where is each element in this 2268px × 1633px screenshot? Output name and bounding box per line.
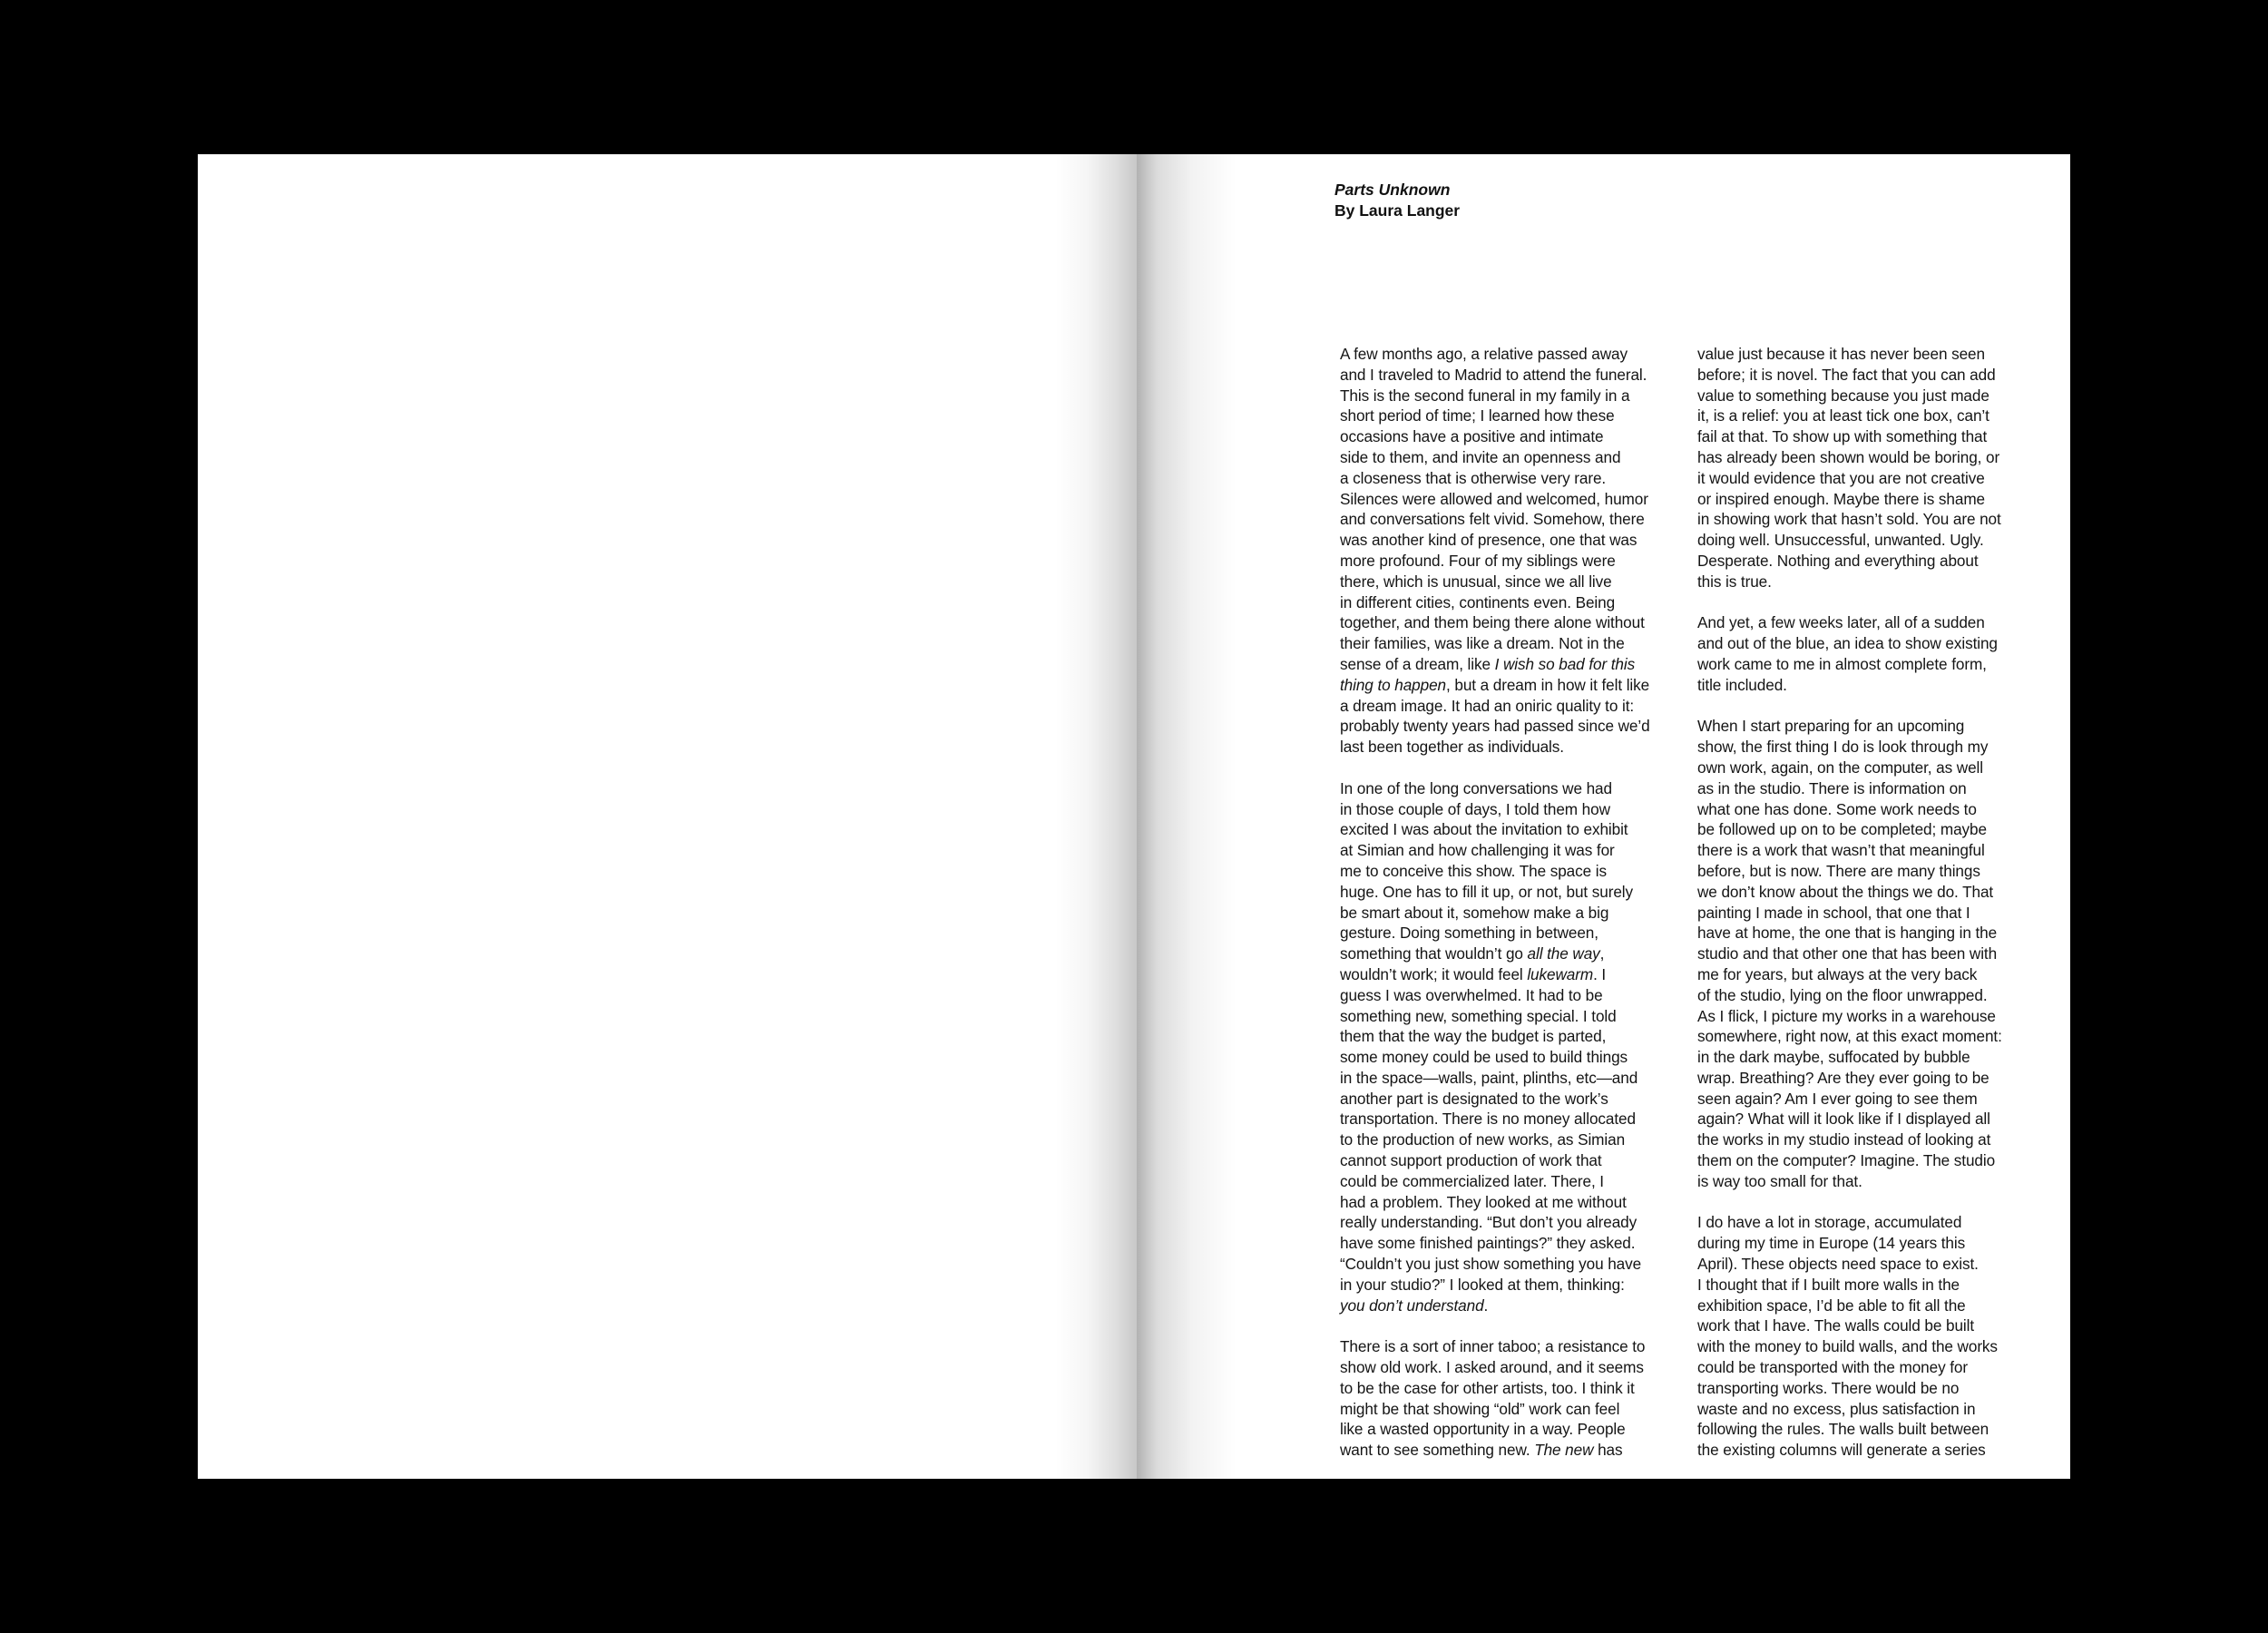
italic-text: lukewarm [1527,964,1594,983]
text-line [1697,447,2060,468]
text-line [1340,572,1703,592]
text-line [1697,572,2060,592]
body-column-right [1697,344,2060,1461]
text-run: to the production of new works, as Simian [1340,1130,1626,1149]
text-run: might be that showing “old” work can feel [1340,1399,1620,1418]
text-line [1697,1109,2060,1129]
text-line [1340,530,1703,551]
text-line [1340,737,1703,758]
text-line [1340,985,1703,1006]
text-run: transporting works. There would be no [1697,1378,1960,1397]
text-run: probably twenty years had passed since we’d [1340,717,1650,736]
text-run: This is the second funeral in my family in a [1340,386,1630,405]
text-line [1697,1212,2060,1233]
text-line [1697,1357,2060,1378]
text-run: huge. One has to fill it up, or not, but surely [1340,882,1634,901]
text-run: studio and that other one that has been with [1697,944,1998,963]
text-line [1697,758,2060,778]
article-title: Parts Unknown [1334,181,1451,199]
text-run: in those couple of days, I told them how [1340,799,1610,818]
text-line [1697,778,2060,799]
text-run: value to something because you just made [1697,386,1989,405]
text-run: it would evidence that you are not creative [1697,468,1985,487]
text-line [1697,1399,2060,1420]
text-line [1697,1233,2060,1254]
text-run: them on the computer? Imagine. The studio [1697,1151,1996,1170]
text-run: Silences were allowed and welcomed, humor [1340,489,1648,508]
text-line [1340,633,1703,654]
italic-text: The new [1534,1441,1594,1460]
text-run: with the money to build walls, and the works [1697,1337,1998,1356]
text-run: like a wasted opportunity in a way. People [1340,1420,1626,1439]
text-run: in different cities, continents even. Being [1340,592,1616,611]
text-run: there is a work that wasn’t that meaningful [1697,841,1985,860]
text-run: had a problem. They looked at me without [1340,1192,1627,1211]
text-run: last been together as individuals. [1340,738,1564,757]
text-line [1340,426,1703,447]
text-line [1340,1171,1703,1192]
text-run: and I traveled to Madrid to attend the funeral. [1340,365,1647,384]
text-run: occasions have a positive and intimate [1340,427,1604,446]
left-page-blank [198,154,1137,1479]
text-run: As I flick, I picture my works in a warehouse [1697,1006,1996,1025]
text-line [1340,923,1703,944]
text-run: the existing columns will generate a series [1697,1441,1986,1460]
text-run: or inspired enough. Maybe there is shame [1697,489,1986,508]
text-line [1340,1006,1703,1027]
text-run: wouldn’t work; it would feel [1340,964,1528,983]
text-line [1340,1089,1703,1110]
text-run: exhibition space, I’d be able to fit all the [1697,1296,1966,1315]
text-run: A few months ago, a relative passed away [1340,345,1628,363]
left-page-gutter-shadow [1055,154,1137,1479]
text-line [1697,1336,2060,1357]
text-line [1697,944,2060,964]
text-run: painting I made in school, that one that I [1697,903,1970,922]
text-run: waste and no excess, plus satisfaction in [1697,1399,1976,1418]
text-line [1697,612,2060,633]
text-run: be followed up on to be completed; maybe [1697,820,1987,839]
text-run: before, but is now. There are many things [1697,861,1980,880]
text-run: another part is designated to the work’s [1340,1089,1608,1108]
text-run: show, the first thing I do is look through my [1697,738,1989,757]
text-run: at Simian and how challenging it was for [1340,841,1615,860]
text-run: short period of time; I learned how these [1340,406,1615,425]
text-run: . [1483,1296,1489,1315]
text-line [1697,985,2060,1006]
text-run: guess I was overwhelmed. It had to be [1340,985,1603,1004]
text-run: , [1599,944,1605,963]
text-line [1697,468,2060,489]
text-line [1340,944,1703,964]
article-byline: By Laura Langer [1334,201,1461,220]
text-run: during my time in Europe (14 years this [1697,1234,1966,1253]
text-run: I do have a lot in storage, accumulated [1697,1213,1962,1232]
text-line [1340,468,1703,489]
text-line [1697,1047,2060,1068]
text-run: transportation. There is no money allocated [1340,1110,1636,1129]
text-run: be smart about it, somehow make a big [1340,903,1609,922]
text-line [1697,1006,2060,1027]
text-run: as in the studio. There is information on [1697,778,1967,797]
text-run: in showing work that hasn’t sold. You are not [1697,510,2001,529]
paragraph-break [1697,592,2060,613]
text-line [1340,406,1703,426]
text-line [1697,1296,2060,1316]
text-run: value just because it has never been seen [1697,345,1985,363]
text-line [1340,1440,1703,1461]
text-run: When I start preparing for an upcoming [1697,717,1965,736]
italic-text: thing to happen [1340,675,1447,694]
text-line [1697,1171,2060,1192]
text-line [1340,819,1703,840]
text-run: and out of the blue, an idea to show existing [1697,634,1998,653]
text-line [1340,1068,1703,1089]
text-run: cannot support production of work that [1340,1151,1602,1170]
text-line [1340,799,1703,820]
text-run: , but a dream in how it felt like [1446,675,1650,694]
text-run: them that the way the budget is parted, [1340,1027,1607,1046]
paragraph-break [1340,758,1703,778]
text-run: title included. [1697,675,1787,694]
paragraph-break [1340,1315,1703,1336]
text-line [1340,1150,1703,1171]
text-run: of the studio, lying on the floor unwrapped. [1697,985,1988,1004]
paragraph-break [1697,696,2060,717]
text-run: There is a sort of inner taboo; a resistance to [1340,1337,1646,1356]
text-run: has already been shown would be boring, or [1697,447,2000,466]
text-line [1697,633,2060,654]
text-run: and conversations felt vivid. Somehow, there [1340,510,1645,529]
text-run: some money could be used to build things [1340,1048,1628,1067]
text-run: And yet, a few weeks later, all of a sudden [1697,613,1985,632]
text-line [1697,882,2060,903]
text-run: side to them, and invite an openness and [1340,447,1621,466]
text-line [1697,799,2060,820]
text-run: a dream image. It had an oniric quality to it: [1340,696,1635,715]
text-line [1697,1129,2060,1150]
text-line [1340,1296,1703,1316]
text-run: a closeness that is otherwise very rare. [1340,468,1607,487]
text-line [1340,365,1703,386]
text-line [1697,1026,2060,1047]
text-line [1697,426,2060,447]
text-line [1340,1233,1703,1254]
text-run: show old work. I asked around, and it seems [1340,1358,1644,1377]
paragraph-break [1697,1192,2060,1213]
text-line [1697,1275,2060,1296]
text-line [1340,1419,1703,1440]
text-run: the works in my studio instead of looking at [1697,1130,1991,1149]
text-line [1697,344,2060,365]
text-line [1340,840,1703,861]
text-run: is way too small for that. [1697,1171,1862,1190]
article-header [1334,180,1460,221]
text-run: could be transported with the money for [1697,1358,1969,1377]
right-page-gutter-shadow [1137,154,1237,1479]
text-line [1340,716,1703,737]
text-line [1697,1150,2060,1171]
text-run: gesture. Doing something in between, [1340,924,1598,943]
text-line [1697,1089,2060,1110]
text-run: I thought that if I built more walls in the [1697,1275,1960,1294]
text-line [1340,344,1703,365]
text-line [1697,386,2060,406]
text-line [1697,365,2060,386]
text-line [1697,1378,2060,1399]
text-run: seen again? Am I ever going to see them [1697,1089,1978,1108]
italic-text: I wish so bad for this [1494,654,1636,673]
text-line [1697,1440,2060,1461]
text-run: April). These objects need space to exist. [1697,1255,1979,1274]
text-run: has [1593,1441,1623,1460]
text-line [1340,1357,1703,1378]
text-run: following the rules. The walls built between [1697,1420,1989,1439]
text-line [1697,509,2060,530]
text-run: have some finished paintings?” they asked. [1340,1234,1636,1253]
text-run: before; it is novel. The fact that you can add [1697,365,1996,384]
text-run: doing well. Unsuccessful, unwanted. Ugly. [1697,531,1984,550]
text-run: together, and them being there alone without [1340,613,1645,632]
text-run: In one of the long conversations we had [1340,778,1612,797]
text-run: want to see something new. [1340,1441,1535,1460]
text-line [1340,964,1703,985]
text-line [1340,903,1703,924]
text-line [1697,716,2060,737]
text-line [1340,882,1703,903]
text-line [1697,819,2060,840]
text-run: work that I have. The walls could be built [1697,1316,1975,1335]
text-run: . I [1593,964,1607,983]
text-run: “Couldn’t you just show something you have [1340,1255,1642,1274]
text-line [1340,1192,1703,1213]
text-line [1340,861,1703,882]
text-run: have at home, the one that is hanging in the [1697,924,1998,943]
text-line [1340,386,1703,406]
italic-text: all the way [1527,944,1600,963]
text-run: it, is a relief: you at least tick one box, can’t [1697,406,1989,425]
text-run: work came to me in almost complete form, [1697,654,1987,673]
text-run: this is true. [1697,572,1772,591]
text-run: in the space—walls, paint, plinths, etc—and [1340,1068,1638,1087]
text-line [1340,1399,1703,1420]
text-line [1340,447,1703,468]
text-line [1340,1047,1703,1068]
body-column-left [1340,344,1703,1461]
text-run: their families, was like a dream. Not in the [1340,634,1625,653]
text-line [1697,964,2060,985]
text-run: something new, something special. I told [1340,1006,1617,1025]
text-run: in your studio?” I looked at them, thinking: [1340,1275,1625,1294]
text-line [1340,612,1703,633]
text-run: more profound. Four of my siblings were [1340,551,1616,570]
text-line [1340,1212,1703,1233]
text-run: something that wouldn’t go [1340,944,1528,963]
text-line [1697,530,2060,551]
text-line [1697,861,2060,882]
text-line [1697,1068,2060,1089]
italic-text: you don’t understand [1340,1296,1484,1315]
text-run: me for years, but always at the very back [1697,964,1978,983]
text-run: Desperate. Nothing and everything about [1697,551,1979,570]
text-line [1697,840,2060,861]
text-line [1340,1336,1703,1357]
text-line [1697,1315,2060,1336]
text-line [1340,654,1703,675]
text-line [1340,675,1703,696]
text-line [1340,551,1703,572]
text-line [1697,903,2060,924]
text-run: in the dark maybe, suffocated by bubble [1697,1048,1970,1067]
text-line [1340,1254,1703,1275]
text-line [1697,675,2060,696]
text-run: fail at that. To show up with something that [1697,427,1988,446]
text-line [1340,1275,1703,1296]
text-line [1697,737,2060,758]
text-line [1340,1026,1703,1047]
text-run: what one has done. Some work needs to [1697,799,1977,818]
text-run: could be commercialized later. There, I [1340,1171,1604,1190]
text-run: me to conceive this show. The space is [1340,861,1607,880]
text-line [1697,654,2060,675]
text-line [1697,551,2060,572]
text-run: we don’t know about the things we do. That [1697,882,1994,901]
text-run: wrap. Breathing? Are they ever going to be [1697,1068,1989,1087]
text-line [1340,592,1703,613]
text-line [1340,1378,1703,1399]
text-line [1697,406,2060,426]
text-run: own work, again, on the computer, as well [1697,758,1983,777]
text-line [1340,489,1703,510]
text-run: somewhere, right now, at this exact moment: [1697,1027,2002,1046]
text-line [1340,509,1703,530]
text-line [1697,1254,2060,1275]
text-line [1340,1129,1703,1150]
text-run: was another kind of presence, one that was [1340,531,1637,550]
text-run: again? What will it look like if I displayed all [1697,1110,1990,1129]
right-page [1137,154,2070,1479]
text-line [1697,489,2060,510]
text-run: sense of a dream, like [1340,654,1495,673]
text-run: really understanding. “But don’t you already [1340,1213,1637,1232]
text-line [1340,778,1703,799]
text-line [1340,1109,1703,1129]
text-run: excited I was about the invitation to exhibit [1340,820,1628,839]
text-run: to be the case for other artists, too. I think it [1340,1378,1635,1397]
text-line [1697,923,2060,944]
text-line [1697,1419,2060,1440]
text-run: there, which is unusual, since we all live [1340,572,1612,591]
text-line [1340,696,1703,717]
